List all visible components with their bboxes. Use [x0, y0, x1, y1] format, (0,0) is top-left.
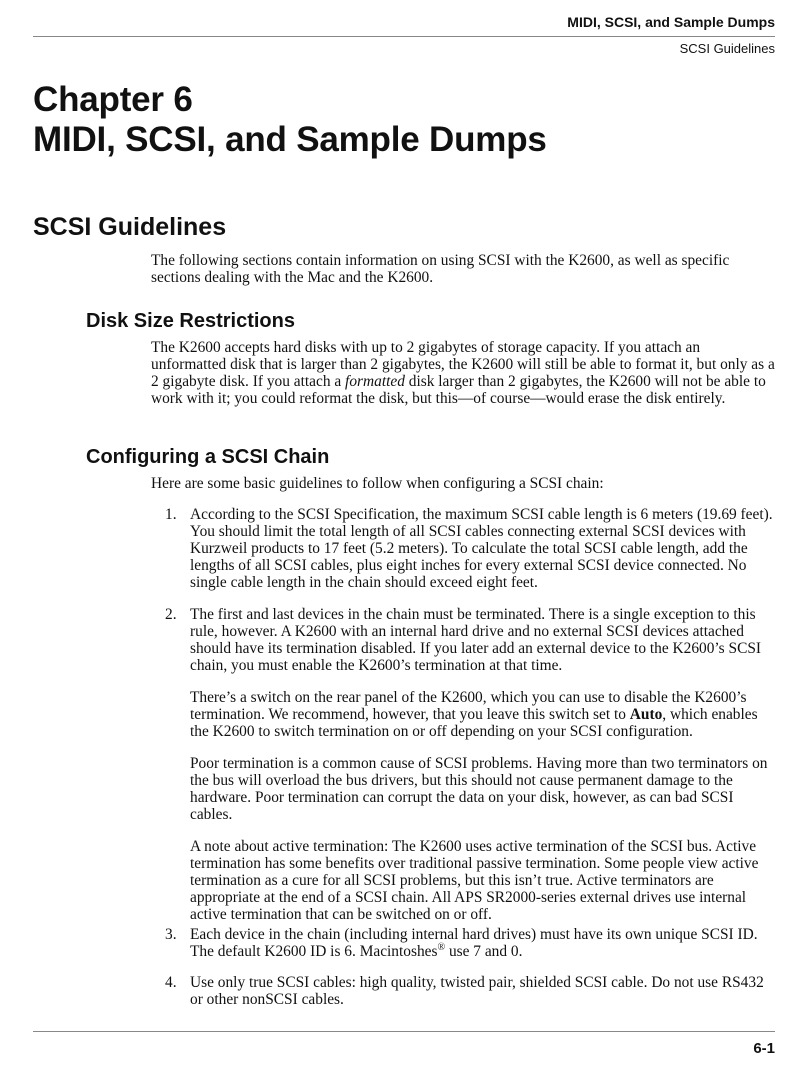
disk-size-heading: Disk Size Restrictions	[86, 310, 295, 332]
list-item-number: 2.	[165, 606, 177, 623]
disk-size-text-a: The K2600 accepts hard disks with up to 2 gigabytes of storage capacity. If you attach an unformatted disk that is larger than 2 gigabytes, the K2600 will still be able to format it, but only as a 2 gigabyte disk. If you attach a	[151, 339, 775, 390]
list-item-number: 3.	[165, 926, 177, 943]
footer-rule	[33, 1031, 775, 1032]
list-item-number: 1.	[165, 506, 177, 523]
termination-auto-label: Auto	[629, 706, 663, 723]
page-number: 6-1	[753, 1040, 775, 1057]
chain-heading: Configuring a SCSI Chain	[86, 446, 330, 468]
header-rule	[33, 36, 775, 37]
disk-size-paragraph	[151, 339, 776, 407]
list-item-text: According to the SCSI Specification, the maximum SCSI cable length is 6 meters (19.69 feet). You should limit the total length of all SCSI cables connecting external SCSI devices with Kurzweil products to 17 feet (5.2 meters). To calculate the total SCSI cable length, add the lengths of all SCSI cables, plus eight inches for every external SCSI device connected. No single cable length in the chain should exceed eight feet.	[190, 506, 773, 591]
scsi-id-text-b: use 7 and 0.	[445, 943, 523, 960]
termination-text-b: , which enables the K2600 to switch termination on or off depending on your SCSI configuration.	[190, 706, 758, 740]
chain-intro: Here are some basic guidelines to follow when configuring a SCSI chain:	[151, 475, 604, 492]
section-intro: The following sections contain information on using SCSI with the K2600, as well as specific sections dealing with the Mac and the K2600.	[151, 252, 730, 286]
chapter-title	[33, 80, 547, 160]
termination-text-a: There’s a switch on the rear panel of the K2600, which you can use to disable the K2600’s termination. We recommend, however, that you leave this switch set to	[190, 689, 747, 723]
list-item-paragraph: A note about active termination: The K2600 uses active termination of the SCSI bus. Active termination has some benefits over traditional passive termination. Some people view active termination as a cure for all SCSI problems, but this isn’t true. Active terminators are appropriate at the end of a SCSI chain. All APS SR2000-series external drives use internal active termination that can be switched on or off.	[190, 838, 759, 923]
disk-size-emphasis: formatted	[345, 373, 405, 390]
chapter-number: Chapter 6	[33, 80, 193, 119]
section-title: SCSI Guidelines	[33, 213, 227, 241]
list-item-text: Use only true SCSI cables: high quality, twisted pair, shielded SCSI cable. Do not use RS432 or other nonSCSI cables.	[190, 974, 764, 1008]
list-item-paragraph: Poor termination is a common cause of SCSI problems. Having more than two terminators on the bus will overload the bus drivers, but this should not cause permanent damage to the hardware. Poor termination can corrupt the data on your disk, however, as can bad SCSI cables.	[190, 755, 768, 823]
chapter-name: MIDI, SCSI, and Sample Dumps	[33, 120, 547, 159]
registered-mark: ®	[437, 941, 446, 953]
list-item-number: 4.	[165, 974, 177, 991]
disk-size-text-b: disk larger than 2 gigabytes, the K2600 will not be able to work with it; you could reformat the disk, but this—of course—would erase the disk entirely.	[151, 373, 766, 407]
list-item-text: The first and last devices in the chain must be terminated. There is a single exception to this rule, however. A K2600 with an internal hard drive and no external SCSI devices attached should have its termination disabled. If you later add an external device to the K2600’s SCSI chain, you must enable the K2600’s termination at that time.	[190, 606, 762, 674]
header-title: MIDI, SCSI, and Sample Dumps	[567, 14, 775, 30]
list-item-text	[190, 926, 776, 960]
scsi-id-text-a: Each device in the chain (including internal hard drives) must have its own unique SCSI ID. The default K2600 ID is 6. Macintoshes	[190, 926, 758, 960]
header-subtitle: SCSI Guidelines	[679, 41, 775, 56]
list-item-paragraph	[190, 689, 776, 740]
